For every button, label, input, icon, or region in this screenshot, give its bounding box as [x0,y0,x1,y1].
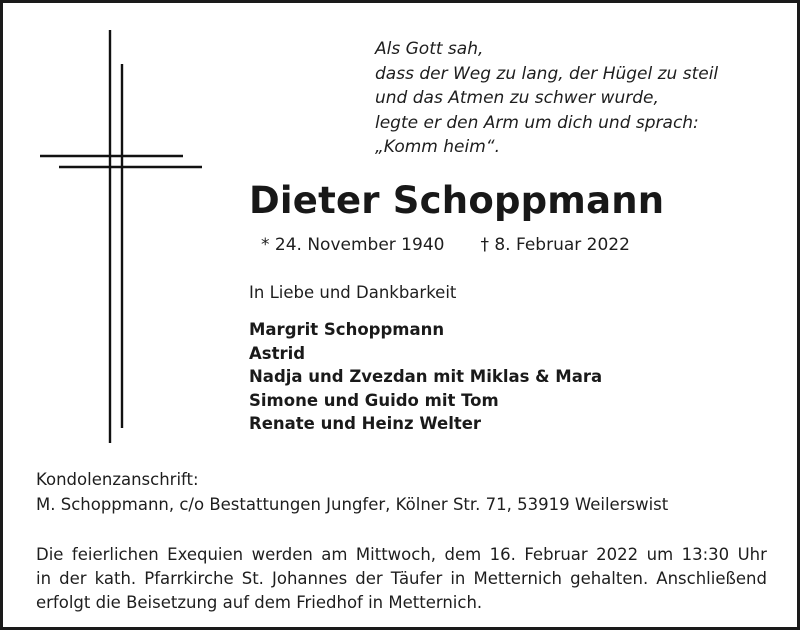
service-word: Anschließend [656,569,767,588]
service-word: kath. [94,569,137,588]
service-word: 13:30 [681,545,730,564]
service-word: werden [251,545,313,564]
funeral-service-info [36,543,767,615]
poem-line: legte er den Arm um dich und sprach: [375,112,699,133]
poem-line: Als Gott sah, [375,39,484,59]
mourner-name: Astrid [249,343,306,363]
service-word: Metternich [473,569,563,588]
poem-verse [375,37,718,160]
service-word: um [646,545,674,564]
service-word: in [36,569,52,588]
service-word: Johannes [272,569,348,588]
life-dates [261,235,630,255]
condolence-label: Kondolenzanschrift: [36,470,199,489]
service-word: der [59,569,87,588]
service-word: St. [241,569,264,588]
poem-line: „Komm heim“. [375,137,501,157]
service-word: am [321,545,348,564]
service-word: gehalten. [570,569,649,588]
service-word: Exequien [167,545,244,564]
death-date: † 8. Februar 2022 [480,235,630,255]
deceased-name: Dieter Schoppmann [249,179,665,222]
service-word: Täufer [390,569,443,588]
dedication-text: In Liebe und Dankbarkeit [249,283,457,302]
mourners-list [249,318,602,436]
service-line-1 [36,543,767,567]
service-word: feierlichen [71,545,159,564]
service-word: Pfarrkirche [144,569,234,588]
service-word: Uhr [737,545,767,564]
mourner-name: Simone und Guido mit Tom [249,390,499,410]
service-line-2 [36,567,767,591]
service-word: Die [36,545,64,564]
service-word: in [450,569,466,588]
poem-line: und das Atmen zu schwer wurde, [375,88,659,108]
mourner-name: Renate und Heinz Welter [249,414,482,433]
condolence-address-block [36,467,668,517]
mourner-name: Margrit Schoppmann [249,320,445,339]
mourner-name: Nadja und Zvezdan mit Miklas & Mara [249,367,603,386]
condolence-address: M. Schoppmann, c/o Bestattungen Jungfer, Kölner Str. 71, 53919 Weilerswist [36,495,669,514]
poem-line: dass der Weg zu lang, der Hügel zu steil [375,63,719,84]
service-word: 2022 [596,545,639,564]
service-line-3: erfolgt die Beisetzung auf dem Friedhof in Metternich. [36,593,483,612]
service-word: 16. [489,545,516,564]
birth-date: * 24. November 1940 [261,235,445,255]
service-word: der [355,569,383,588]
service-word: Februar [524,545,588,564]
service-word: Mittwoch, [355,545,437,564]
service-word: dem [444,545,482,564]
